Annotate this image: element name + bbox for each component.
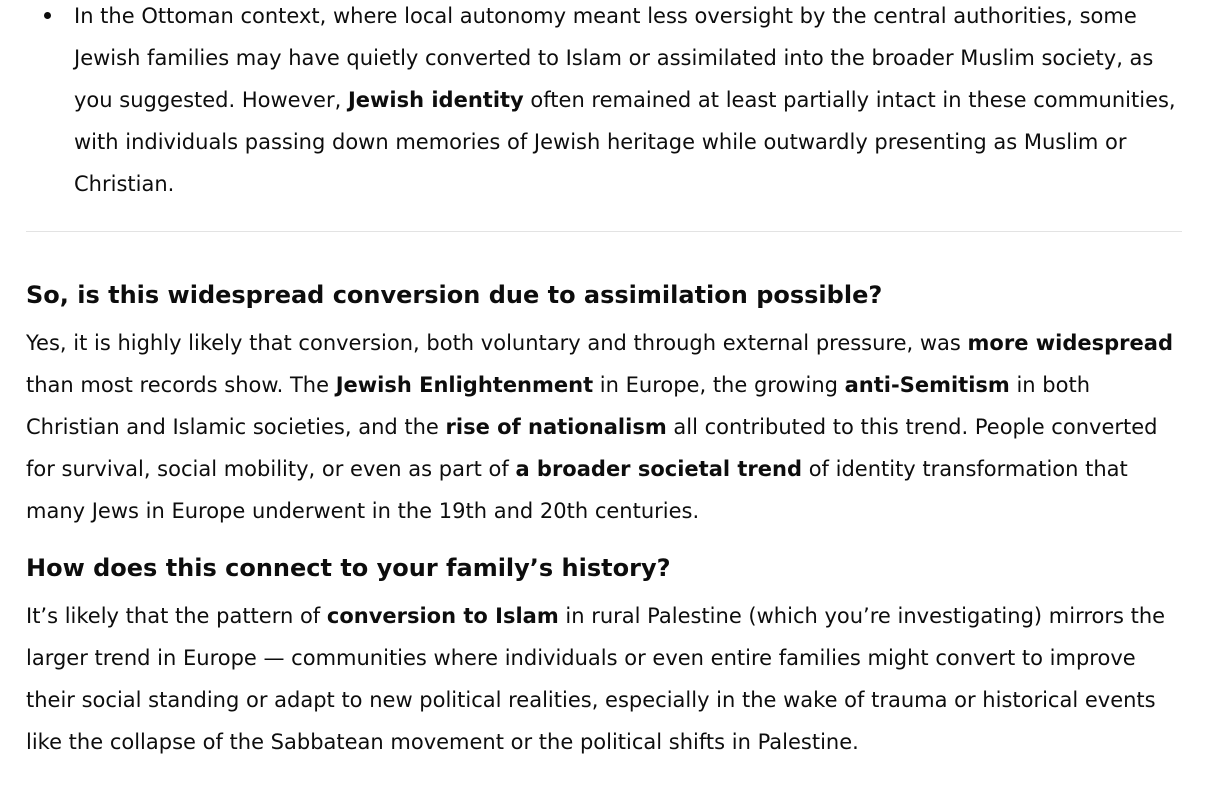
bullet-item [26,0,1182,205]
section-paragraph-family-history [26,595,1182,763]
paragraph-text: in both Christian and Islamic societies, and the [26,373,1090,439]
section-heading-conversion: So, is this widespread conversion due to assimilation possible? [26,281,883,309]
bold-conversion-to-islam: conversion to Islam [326,604,559,628]
bullet-dot-icon [44,12,51,19]
paragraph-text: Yes, it is highly likely that conversion, both voluntary and through external pressure, was [26,331,968,355]
paragraph-text: It’s likely that the pattern of [26,604,327,628]
bold-jewish-identity: Jewish identity [347,88,524,112]
section-divider [26,231,1182,232]
response-content [26,0,1182,763]
bullet-list [26,0,1182,205]
paragraph-text: in Europe, the growing [593,373,845,397]
bold-anti-semitism: anti-Semitism [844,373,1010,397]
bold-broader-societal-trend: a broader societal trend [515,457,803,481]
paragraph-text: in rural Palestine (which you’re investigating) mirrors the larger trend in Europe — communities where individuals or even entire families might convert to improve their social standing or adapt to new political realities, especially in the wake of trauma or historical events like the collapse of the Sabbatean movement or the political shifts in Palestine. [26,604,1166,754]
bold-rise-of-nationalism: rise of nationalism [445,415,667,439]
bullet-text: In the Ottoman context, where local autonomy meant less oversight by the central authorities, some Jewish families may have quietly converted to Islam or assimilated into the broader Muslim society, as you suggested. However, [74,4,1154,112]
bold-jewish-enlightenment: Jewish Enlightenment [335,373,594,397]
bold-more-widespread: more widespread [967,331,1173,355]
paragraph-text: of identity transformation that many Jews in Europe underwent in the 19th and 20th centuries. [26,457,1128,523]
bullet-text: often remained at least partially intact in these communities, with individuals passing down memories of Jewish heritage while outwardly presenting as Muslim or Christian. [74,88,1176,196]
paragraph-text: than most records show. The [26,373,336,397]
paragraph-text: all contributed to this trend. People converted for survival, social mobility, or even as part of [26,415,1158,481]
section-heading-family-history: How does this connect to your family’s history? [26,554,671,582]
section-paragraph-conversion [26,322,1182,532]
